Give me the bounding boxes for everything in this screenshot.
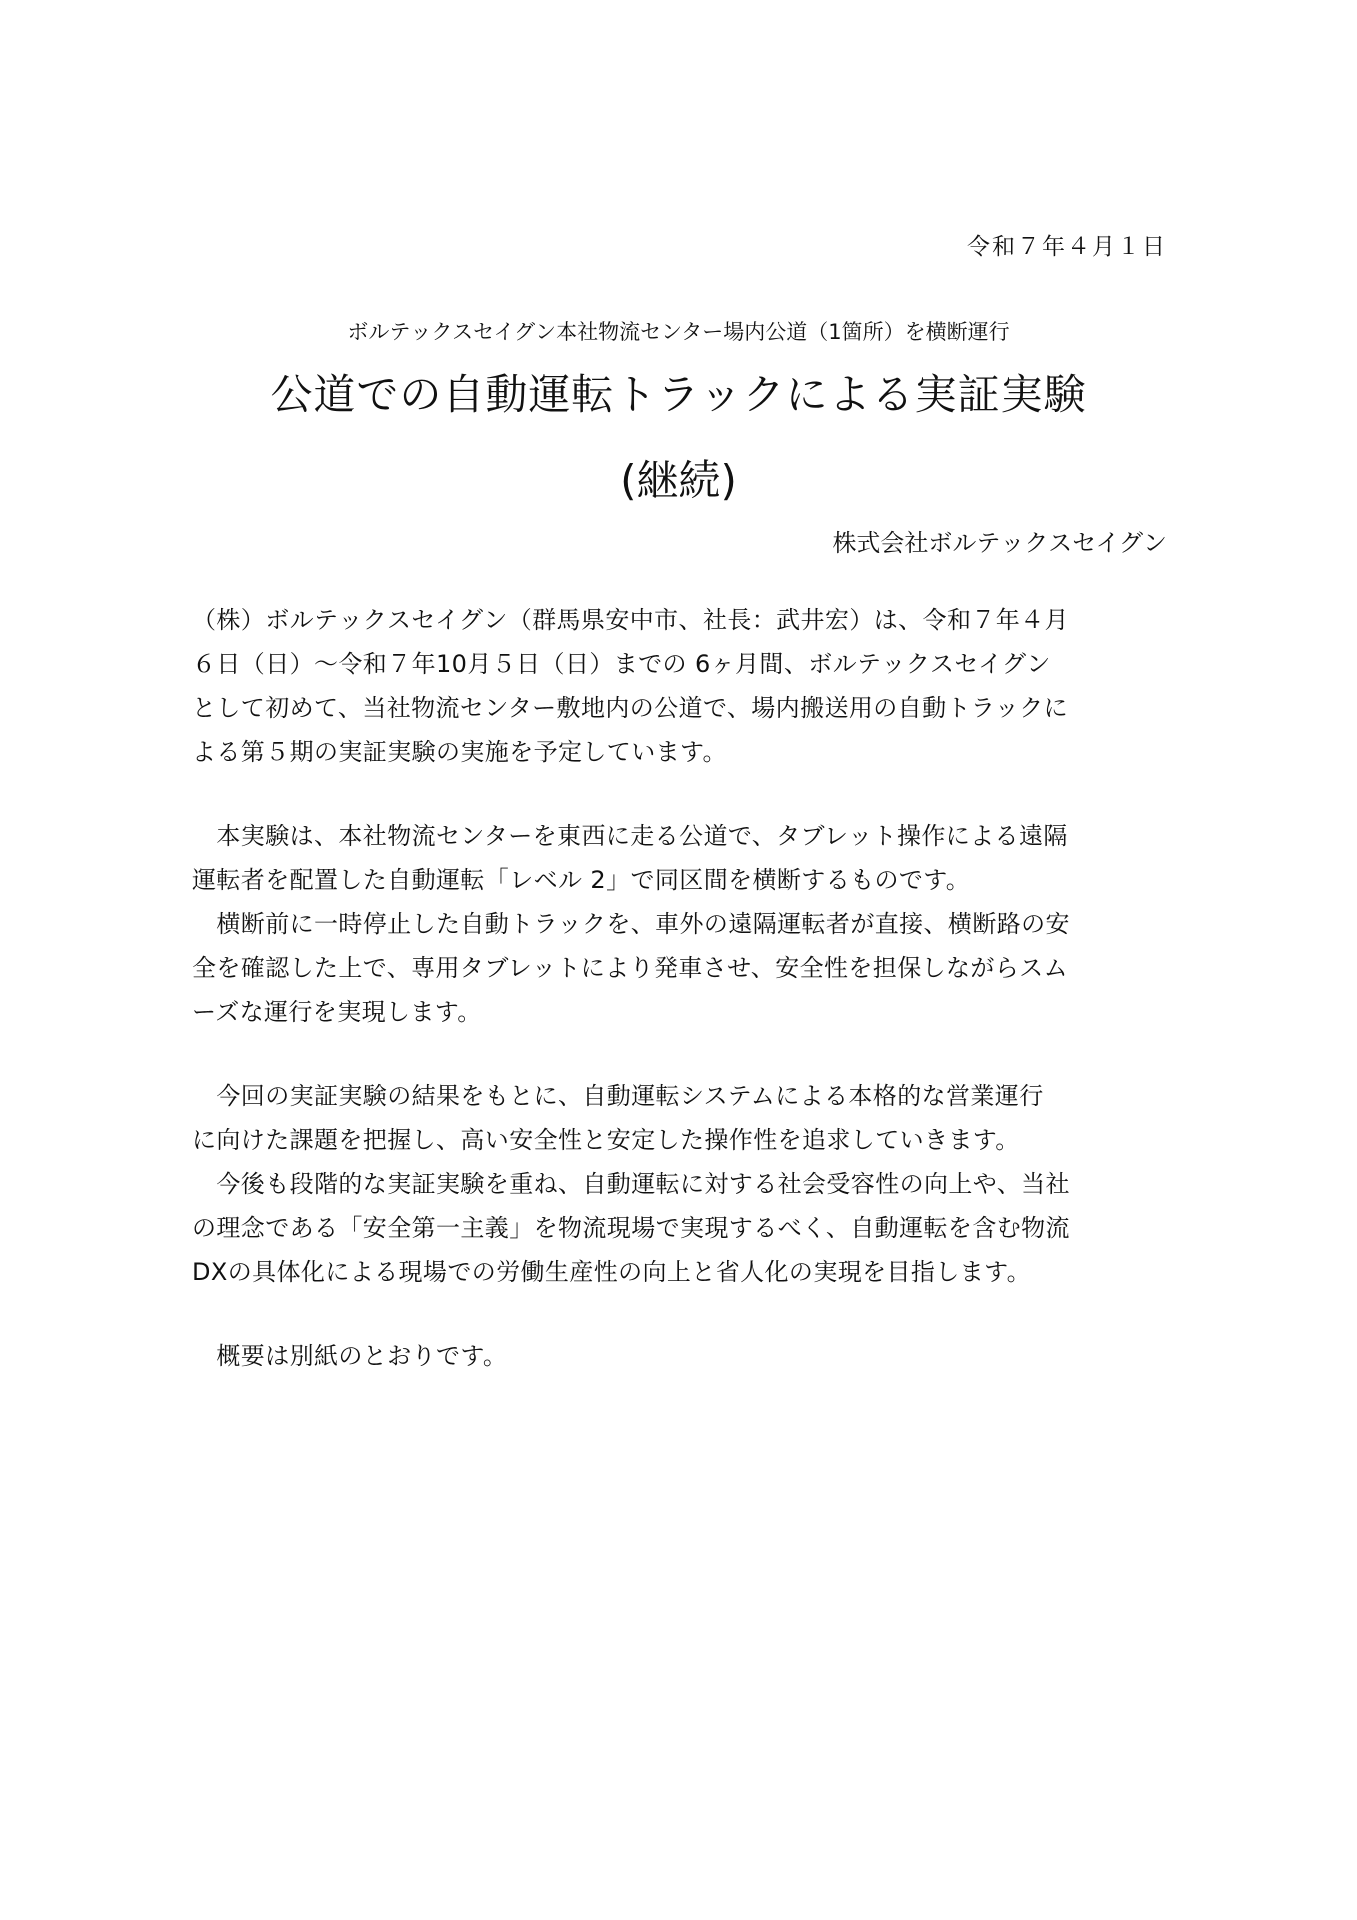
paragraph-line: に向けた課題を把握し、高い安全性と安定した操作性を追求していきます。 (192, 1126, 1020, 1154)
paragraph-gap (192, 1294, 1167, 1334)
paragraph-gap (192, 1034, 1167, 1074)
company-name: 株式会社ボルテックスセイグン (832, 529, 1167, 557)
paragraph-3 (192, 1074, 1167, 1294)
document-subtitle: ボルテックスセイグン本社物流センター場内公道（1箇所）を横断運行 (347, 320, 1010, 344)
document-date: 令和７年４月１日 (967, 234, 1167, 260)
paragraph-line: として初めて、当社物流センター敷地内の公道で、場内搬送用の自動トラックに (192, 694, 1068, 722)
paragraph-line: 本実験は、本社物流センターを東西に走る公道で、タブレット操作による遠隔 (192, 822, 1068, 850)
paragraph-line: ６日（日）～令和７年10月５日（日）までの 6ヶ月間、ボルテックスセイグン (192, 650, 1051, 678)
paragraph-4 (192, 1334, 1167, 1378)
paragraph-line: 今回の実証実験の結果をもとに、自動運転システムによる本格的な営業運行 (192, 1082, 1044, 1110)
document-title-continuation: (継続) (620, 456, 737, 505)
paragraph-gap (192, 774, 1167, 814)
paragraph-line: 概要は別紙のとおりです。 (192, 1342, 508, 1370)
document-title: 公道での自動運転トラックによる実証実験 (270, 370, 1087, 419)
paragraph-line: ーズな運行を実現します。 (192, 998, 482, 1026)
paragraph-line: 全を確認した上で、専用タブレットにより発車させ、安全性を担保しながらスム (192, 954, 1068, 982)
paragraph-line: 運転者を配置した自動運転「レベル 2」で同区間を横断するものです。 (192, 866, 971, 894)
paragraph-2 (192, 814, 1167, 1034)
paragraph-line: DXの具体化による現場での労働生産性の向上と省人化の実現を目指します。 (192, 1258, 1031, 1286)
paragraph-line: の理念である「安全第一主義」を物流現場で実現するべく、自動運転を含む物流 (192, 1214, 1070, 1242)
paragraph-line: （株）ボルテックスセイグン（群馬県安中市、社長：武井宏）は、令和７年４月 (192, 606, 1069, 634)
paragraph-line: 横断前に一時停止した自動トラックを、車外の遠隔運転者が直接、横断路の安 (192, 910, 1070, 938)
document-body (192, 598, 1167, 1378)
paragraph-1 (192, 598, 1167, 774)
paragraph-line: よる第５期の実証実験の実施を予定しています。 (192, 738, 727, 766)
paragraph-line: 今後も段階的な実証実験を重ね、自動運転に対する社会受容性の向上や、当社 (192, 1170, 1070, 1198)
